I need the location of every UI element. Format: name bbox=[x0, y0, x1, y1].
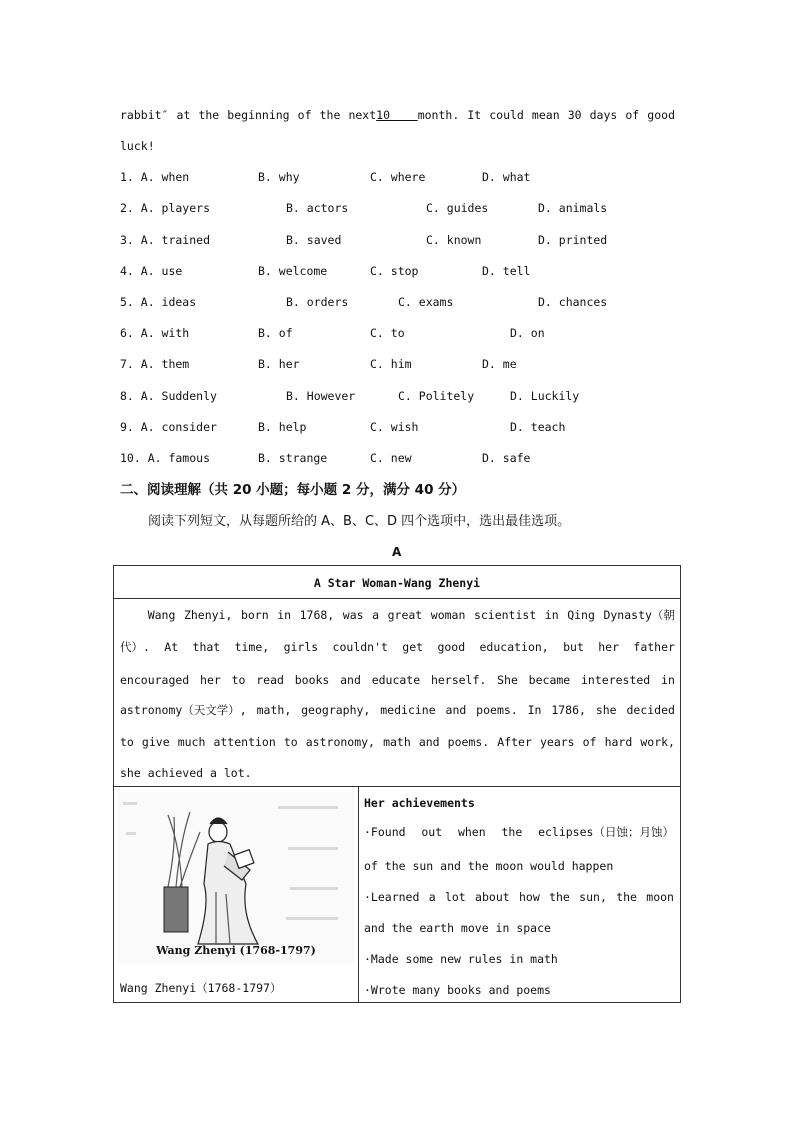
option-b: B. why bbox=[258, 170, 300, 184]
question-number-option-a: 5. A. ideas bbox=[120, 295, 197, 309]
word: much bbox=[177, 735, 206, 749]
option-d: D. printed bbox=[538, 233, 608, 247]
blank-segment bbox=[348, 107, 459, 123]
achievement-line bbox=[364, 920, 674, 936]
achievement-line bbox=[364, 982, 674, 998]
word: the bbox=[616, 890, 637, 904]
word: great bbox=[387, 608, 423, 622]
word: of bbox=[582, 735, 597, 749]
option-c: C. him bbox=[370, 357, 412, 371]
word: poems. bbox=[447, 735, 490, 749]
word: the bbox=[319, 108, 341, 122]
word: 代）. bbox=[120, 640, 150, 654]
word: beginning bbox=[227, 108, 290, 122]
word: in bbox=[661, 673, 675, 687]
word: about bbox=[475, 890, 510, 904]
paragraph-line bbox=[120, 765, 675, 781]
word: At bbox=[164, 640, 179, 654]
word: mean bbox=[531, 108, 560, 122]
image-caption: Wang Zhenyi（1768-1797） bbox=[120, 981, 282, 995]
word: interested bbox=[581, 673, 651, 687]
word: her bbox=[200, 673, 221, 687]
paragraph-line bbox=[120, 639, 675, 655]
option-c: C. guides bbox=[426, 201, 489, 215]
question-number-option-a: 4. A. use bbox=[120, 264, 183, 278]
option-d: D. animals bbox=[538, 201, 608, 215]
word: month. bbox=[417, 108, 460, 122]
word: the bbox=[501, 825, 523, 839]
word: give bbox=[141, 735, 170, 749]
word: and bbox=[418, 735, 440, 749]
word: of bbox=[625, 108, 640, 122]
question-number-option-a: 8. A. Suddenly bbox=[120, 389, 217, 403]
word: 30 bbox=[567, 108, 582, 122]
word: poems. bbox=[476, 703, 518, 717]
word: how bbox=[518, 890, 540, 904]
word: in bbox=[544, 608, 559, 622]
question-number-option-a: 3. A. trained bbox=[120, 233, 211, 247]
word: ·Learned bbox=[364, 890, 420, 904]
word: hard bbox=[604, 735, 633, 749]
question-number-option-a: 2. A. players bbox=[120, 201, 211, 215]
word: Zhenyi, bbox=[183, 608, 233, 622]
word: decided bbox=[626, 703, 675, 717]
word: but bbox=[563, 640, 584, 654]
passage-line-2: luck! bbox=[120, 139, 155, 153]
word: years bbox=[539, 735, 575, 749]
achievement-line bbox=[364, 858, 674, 874]
achievement-line bbox=[364, 889, 674, 905]
word: and the earth move in space bbox=[364, 921, 551, 935]
word: medicine bbox=[380, 703, 436, 717]
word: to bbox=[120, 735, 134, 749]
option-d: D. on bbox=[510, 326, 545, 340]
word: rabbit″ bbox=[120, 108, 169, 122]
image-label: Wang Zhenyi (1768-1797) bbox=[156, 944, 316, 957]
word: time, bbox=[234, 640, 270, 654]
option-c: C. stop bbox=[370, 264, 419, 278]
word: girls bbox=[283, 640, 319, 654]
word: math bbox=[383, 735, 411, 749]
word: of bbox=[297, 108, 312, 122]
word: couldn't bbox=[332, 640, 388, 654]
word: Dynasty（朝 bbox=[603, 608, 675, 622]
word: scientist bbox=[473, 608, 537, 622]
word: education, bbox=[479, 640, 549, 654]
word: next bbox=[348, 108, 377, 122]
word: read bbox=[256, 673, 284, 687]
table-title: A Star Woman-Wang Zhenyi bbox=[313, 576, 481, 590]
word: woman bbox=[430, 608, 466, 622]
option-c: C. exams bbox=[398, 295, 454, 309]
word: In bbox=[527, 703, 542, 717]
option-b: B. help bbox=[258, 420, 307, 434]
word: to bbox=[283, 735, 298, 749]
word: and bbox=[340, 673, 361, 687]
word: math, bbox=[256, 703, 292, 717]
word: encouraged bbox=[120, 673, 190, 687]
word: out bbox=[421, 825, 443, 839]
option-b: B. strange bbox=[258, 451, 328, 465]
option-b: B. However bbox=[286, 389, 356, 403]
word: ·Found bbox=[364, 825, 406, 839]
question-number-option-a: 1. A. when bbox=[120, 170, 190, 184]
option-b: B. welcome bbox=[258, 264, 328, 278]
option-b: B. saved bbox=[286, 233, 342, 247]
option-c: C. Politely bbox=[398, 389, 475, 403]
word: she bbox=[595, 703, 617, 717]
passage-letter: A bbox=[392, 545, 402, 559]
word: was bbox=[342, 608, 364, 622]
blank-10 bbox=[376, 108, 418, 122]
option-b: B. orders bbox=[286, 295, 349, 309]
word: sun, bbox=[579, 890, 607, 904]
word: the bbox=[549, 890, 570, 904]
word: 1786, bbox=[551, 703, 586, 717]
word: became bbox=[528, 673, 571, 687]
option-d: D. tell bbox=[482, 264, 531, 278]
word: It bbox=[467, 108, 482, 122]
word: After bbox=[497, 735, 532, 749]
info-table bbox=[113, 565, 681, 1003]
word: attention bbox=[213, 735, 276, 749]
option-b: B. of bbox=[258, 326, 293, 340]
word: astronomy（天文学）, bbox=[120, 703, 247, 717]
word: of the sun and the moon would happen bbox=[364, 859, 614, 873]
paragraph-line bbox=[120, 702, 675, 718]
option-b: B. actors bbox=[286, 201, 349, 215]
word: born bbox=[240, 608, 269, 622]
paragraph-line bbox=[120, 607, 675, 623]
word: ·Made some new rules in math bbox=[364, 952, 558, 966]
option-d: D. teach bbox=[510, 420, 566, 434]
blank-number: 10 bbox=[376, 108, 390, 122]
achievements-title: Her achievements bbox=[364, 796, 475, 810]
word: educate bbox=[371, 673, 421, 687]
word: ·Wrote many books and poems bbox=[364, 983, 551, 997]
question-number-option-a: 9. A. consider bbox=[120, 420, 217, 434]
option-d: D. what bbox=[482, 170, 531, 184]
option-b: B. her bbox=[258, 357, 300, 371]
word: good bbox=[647, 108, 675, 122]
row-divider bbox=[114, 786, 680, 787]
word: that bbox=[192, 640, 221, 654]
passage-line-1 bbox=[120, 107, 675, 123]
word: geography, bbox=[301, 703, 371, 717]
question-number-option-a: 10. A. famous bbox=[120, 451, 211, 465]
question-number-option-a: 7. A. them bbox=[120, 357, 190, 371]
paragraph-line bbox=[120, 672, 675, 688]
word: Qing bbox=[567, 608, 595, 622]
option-d: D. safe bbox=[482, 451, 531, 465]
word: in bbox=[277, 608, 292, 622]
word: books bbox=[294, 673, 330, 687]
option-c: C. where bbox=[370, 170, 426, 184]
word: days bbox=[589, 108, 618, 122]
portrait-image bbox=[118, 792, 354, 964]
word: the bbox=[198, 108, 220, 122]
word: to bbox=[231, 673, 246, 687]
word: her bbox=[598, 640, 620, 654]
word: get bbox=[402, 640, 424, 654]
word: a bbox=[372, 608, 380, 622]
word: 1768, bbox=[299, 608, 335, 622]
option-d: D. chances bbox=[538, 295, 608, 309]
section-heading: 二、阅读理解（共 20 小题；每小题 2 分，满分 40 分） bbox=[120, 482, 466, 498]
word: at bbox=[176, 108, 191, 122]
word: lot bbox=[444, 890, 466, 904]
word: astronomy, bbox=[305, 735, 375, 749]
word: eclipses（日蚀；月蚀） bbox=[538, 825, 674, 839]
word: a bbox=[428, 890, 436, 904]
word: father bbox=[633, 640, 675, 654]
word: and bbox=[445, 703, 467, 717]
word: Wang bbox=[120, 608, 176, 622]
paragraph-line bbox=[120, 734, 675, 750]
word: good bbox=[437, 640, 466, 654]
instructions: 阅读下列短文，从每题所给的 A、B、C、D 四个选项中，选出最佳选项。 bbox=[148, 514, 571, 529]
word: moon bbox=[646, 890, 674, 904]
option-d: D. Luckily bbox=[510, 389, 580, 403]
achievement-line bbox=[364, 824, 674, 840]
row-divider bbox=[114, 598, 680, 599]
word: work, bbox=[640, 735, 675, 749]
word: could bbox=[489, 108, 524, 122]
option-c: C. new bbox=[370, 451, 412, 465]
option-c: C. to bbox=[370, 326, 405, 340]
word: she achieved a lot. bbox=[120, 766, 252, 780]
word: when bbox=[457, 825, 486, 839]
option-d: D. me bbox=[482, 357, 517, 371]
word: herself. bbox=[430, 673, 487, 687]
word: She bbox=[497, 673, 518, 687]
column-divider bbox=[358, 786, 359, 1002]
achievement-line bbox=[364, 951, 674, 967]
option-c: C. wish bbox=[370, 420, 419, 434]
option-c: C. known bbox=[426, 233, 482, 247]
question-number-option-a: 6. A. with bbox=[120, 326, 190, 340]
